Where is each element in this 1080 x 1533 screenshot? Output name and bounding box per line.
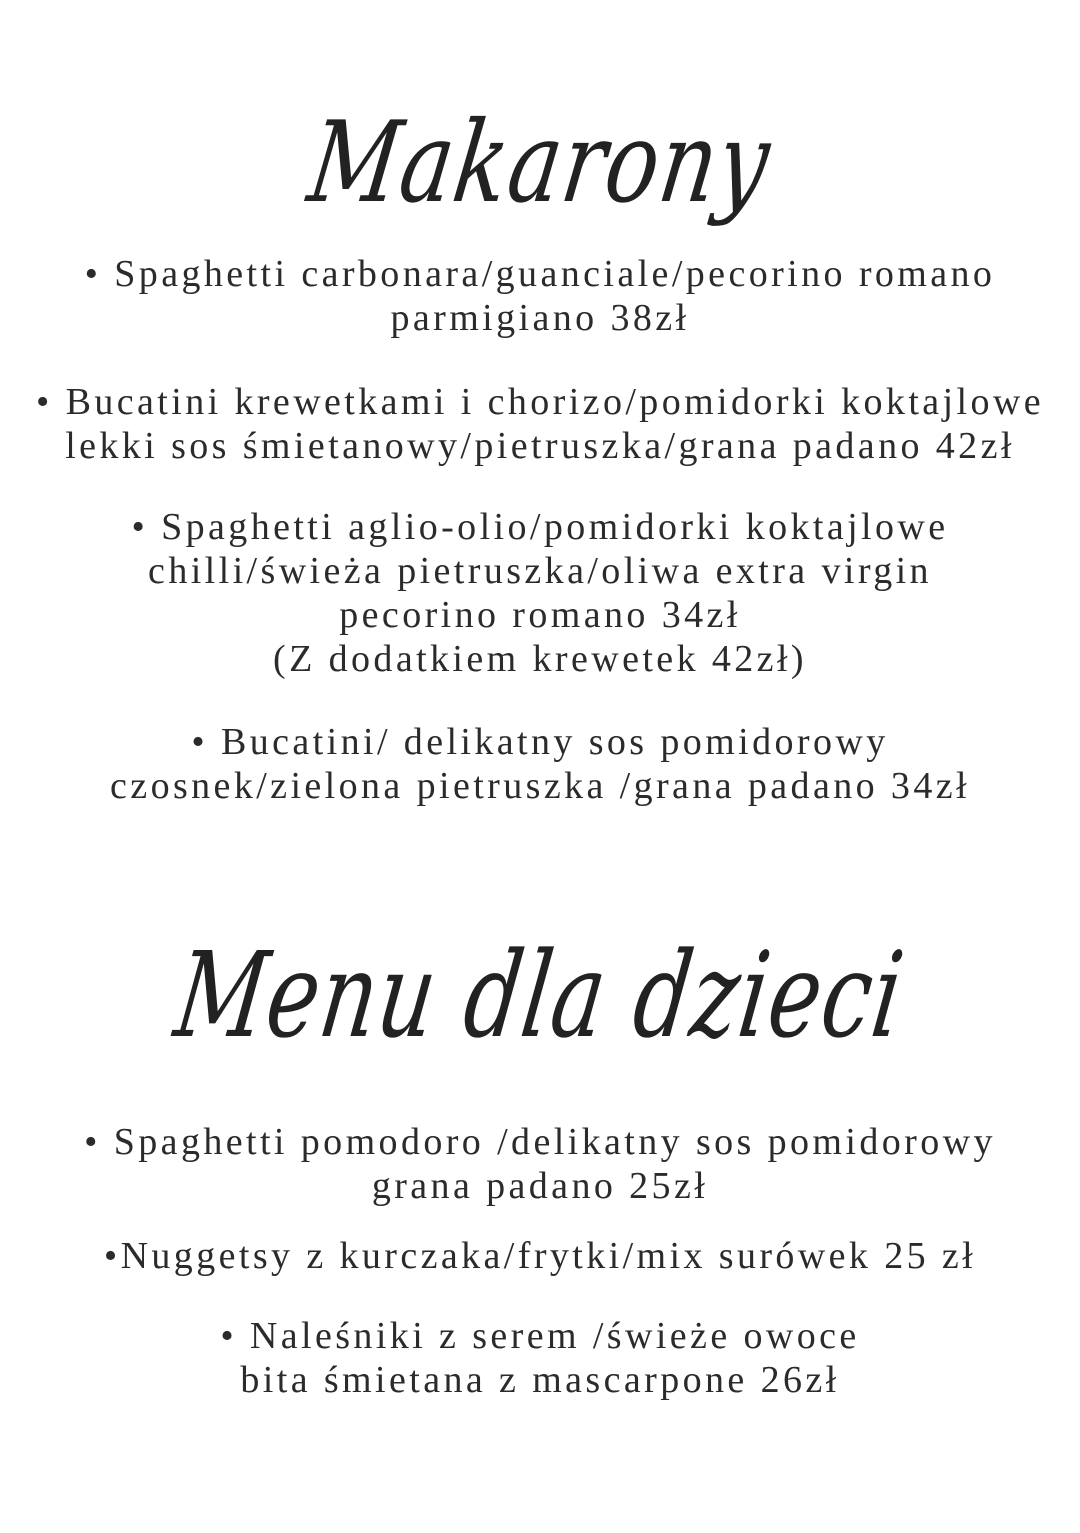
menu-item-line: •Nuggetsy z kurczaka/frytki/mix surówek 25 zł bbox=[103, 1235, 977, 1277]
menu-item-line: pecorino romano 34zł bbox=[339, 594, 741, 636]
menu-item-line: • Naleśniki z serem /świeże owoce bbox=[220, 1315, 860, 1357]
menu-item-bucatini-krewetki bbox=[0, 380, 1080, 468]
menu-item-line: bita śmietana z mascarpone 26zł bbox=[240, 1359, 840, 1401]
menu-item-line: • Spaghetti carbonara/guanciale/pecorino romano bbox=[84, 253, 996, 295]
menu-item-nalesniki bbox=[0, 1314, 1080, 1402]
menu-item-line: • Bucatini krewetkami i chorizo/pomidorki koktajlowe bbox=[36, 381, 1044, 423]
menu-item-line: grana padano 25zł bbox=[371, 1165, 709, 1207]
section-title-menu-dla-dzieci: Menu dla dzieci bbox=[168, 926, 912, 1064]
menu-item-line: • Bucatini/ delikatny sos pomidorowy bbox=[191, 721, 889, 763]
menu-item-line: parmigiano 38zł bbox=[390, 297, 690, 339]
menu-item-carbonara bbox=[0, 252, 1080, 340]
menu-item-line: (Z dodatkiem krewetek 42zł) bbox=[273, 638, 807, 680]
menu-item-line: lekki sos śmietanowy/pietruszka/grana padano 42zł bbox=[65, 425, 1015, 467]
menu-item-spaghetti-pomodoro bbox=[0, 1120, 1080, 1208]
menu-item-aglio-olio bbox=[0, 505, 1080, 681]
menu-item-line: chilli/świeża pietruszka/oliwa extra virgin bbox=[148, 550, 932, 592]
section-title-makarony: Makarony bbox=[301, 98, 779, 228]
menu-item-nuggetsy bbox=[0, 1234, 1080, 1278]
menu-item-bucatini-pomidorowy bbox=[0, 720, 1080, 808]
menu-item-line: czosnek/zielona pietruszka /grana padano 34zł bbox=[110, 765, 970, 807]
menu-item-line: • Spaghetti aglio-olio/pomidorki koktajlowe bbox=[131, 506, 949, 548]
menu-item-line: • Spaghetti pomodoro /delikatny sos pomidorowy bbox=[84, 1121, 996, 1163]
